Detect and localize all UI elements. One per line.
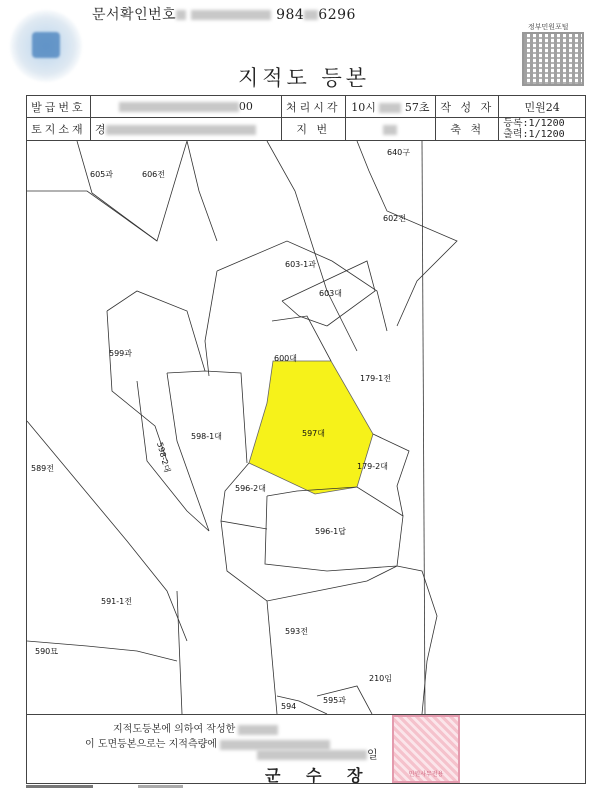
parcel-label: 597대 [302, 429, 325, 438]
parcel-label: 596-1답 [315, 527, 346, 536]
process-hour: 10시 [351, 100, 376, 114]
footer-line3 [257, 746, 378, 762]
redacted [383, 125, 397, 135]
boundary [357, 141, 457, 326]
parcel-label: 596-2대 [235, 484, 266, 493]
boundary [107, 291, 205, 371]
issuer-signature: 군 수 장 [265, 766, 373, 785]
emblem-icon [32, 32, 60, 58]
boundary [27, 191, 157, 241]
issue-no-suffix: 00 [238, 100, 253, 113]
parcel-label: 591-1전 [101, 597, 132, 606]
redacted [379, 103, 401, 113]
boundary [267, 601, 277, 714]
boundary [397, 566, 437, 714]
boundary [167, 373, 209, 531]
process-time-value [345, 96, 436, 118]
bottom-edge [26, 785, 586, 788]
author-label: 작 성 자 [436, 96, 499, 118]
scale-output: 출력:1/1200 [503, 129, 565, 140]
parcel-label: 210임 [369, 674, 392, 683]
scale-label: 축 척 [436, 118, 499, 141]
parcel-label: 598-1대 [191, 432, 222, 441]
parcel-label: 600대 [274, 354, 297, 363]
footer-line1-text: 지적도등본에 의하여 작성한 [113, 724, 236, 735]
location-prefix: 경 [94, 123, 106, 136]
boundary [217, 241, 387, 331]
seal-text: 민원사무전용 [408, 771, 444, 778]
location-value [90, 118, 281, 141]
footer-line3-end: 일 [367, 748, 378, 761]
boundary [282, 301, 327, 326]
doc-number-visible: 984 [276, 7, 305, 23]
redacted [257, 750, 367, 760]
doc-number-end: 6296 [318, 7, 356, 23]
parcel-label: 593전 [285, 627, 308, 636]
boundary [137, 381, 209, 531]
parcel-label: 595과 [323, 696, 346, 705]
document-confirmation-number [92, 4, 356, 24]
boundary [77, 141, 187, 241]
scale-value [499, 118, 586, 141]
footer-line1 [113, 720, 278, 735]
location-label: 토지소재 [27, 118, 91, 141]
page-title: 지적도 등본 [237, 66, 371, 90]
parcel-label: 589전 [31, 464, 54, 473]
redacted [304, 10, 318, 20]
parcel-label: 606전 [142, 170, 165, 179]
official-seal [392, 715, 460, 783]
cadastral-map [26, 141, 586, 714]
highlighted-parcel-597 [249, 361, 373, 494]
doc-number-label: 문서확인번호 [92, 7, 177, 23]
parcel-label: 602전 [383, 214, 406, 223]
parcel-label: 605과 [90, 170, 113, 179]
boundary [177, 591, 182, 714]
lot-value [345, 118, 436, 141]
boundary [167, 371, 247, 463]
parcel-boundaries [27, 141, 457, 714]
lot-label: 지 번 [281, 118, 345, 141]
footer-certification [26, 714, 586, 784]
parcel-label: 594 [281, 702, 297, 711]
redacted [106, 125, 256, 135]
process-time-label: 처리시각 [281, 96, 345, 118]
parcel-label: 603대 [319, 289, 342, 298]
map-canvas [27, 141, 587, 714]
redacted [238, 725, 278, 735]
parcel-label: 603-1과 [285, 260, 316, 269]
parcel-label: 640구 [387, 148, 410, 157]
author-value: 민원24 [499, 96, 586, 118]
boundary [373, 434, 409, 516]
parcel-label: 179-2대 [357, 462, 388, 471]
boundary [187, 141, 217, 241]
scale-registered: 등록:1/1200 [503, 118, 565, 129]
footer-line2-text: 이 도면등본으로는 지적측량에 [85, 739, 217, 750]
parcel-label: 598-2대 [155, 441, 172, 474]
parcel-label: 590묘 [35, 647, 58, 656]
parcel-label: 179-1전 [360, 374, 391, 383]
boundary [221, 463, 267, 529]
parcel-label: 599과 [109, 349, 132, 358]
redacted [176, 10, 186, 20]
info-table [26, 95, 586, 141]
redacted [191, 10, 271, 20]
boundary [107, 311, 167, 461]
boundary [221, 521, 397, 601]
issue-no-value [90, 96, 281, 118]
qr-label: 정부민원포털 [528, 23, 569, 31]
redacted [119, 102, 239, 112]
process-sec: 57초 [404, 100, 430, 114]
boundary [205, 271, 217, 376]
issue-no-label: 발급번호 [27, 96, 91, 118]
